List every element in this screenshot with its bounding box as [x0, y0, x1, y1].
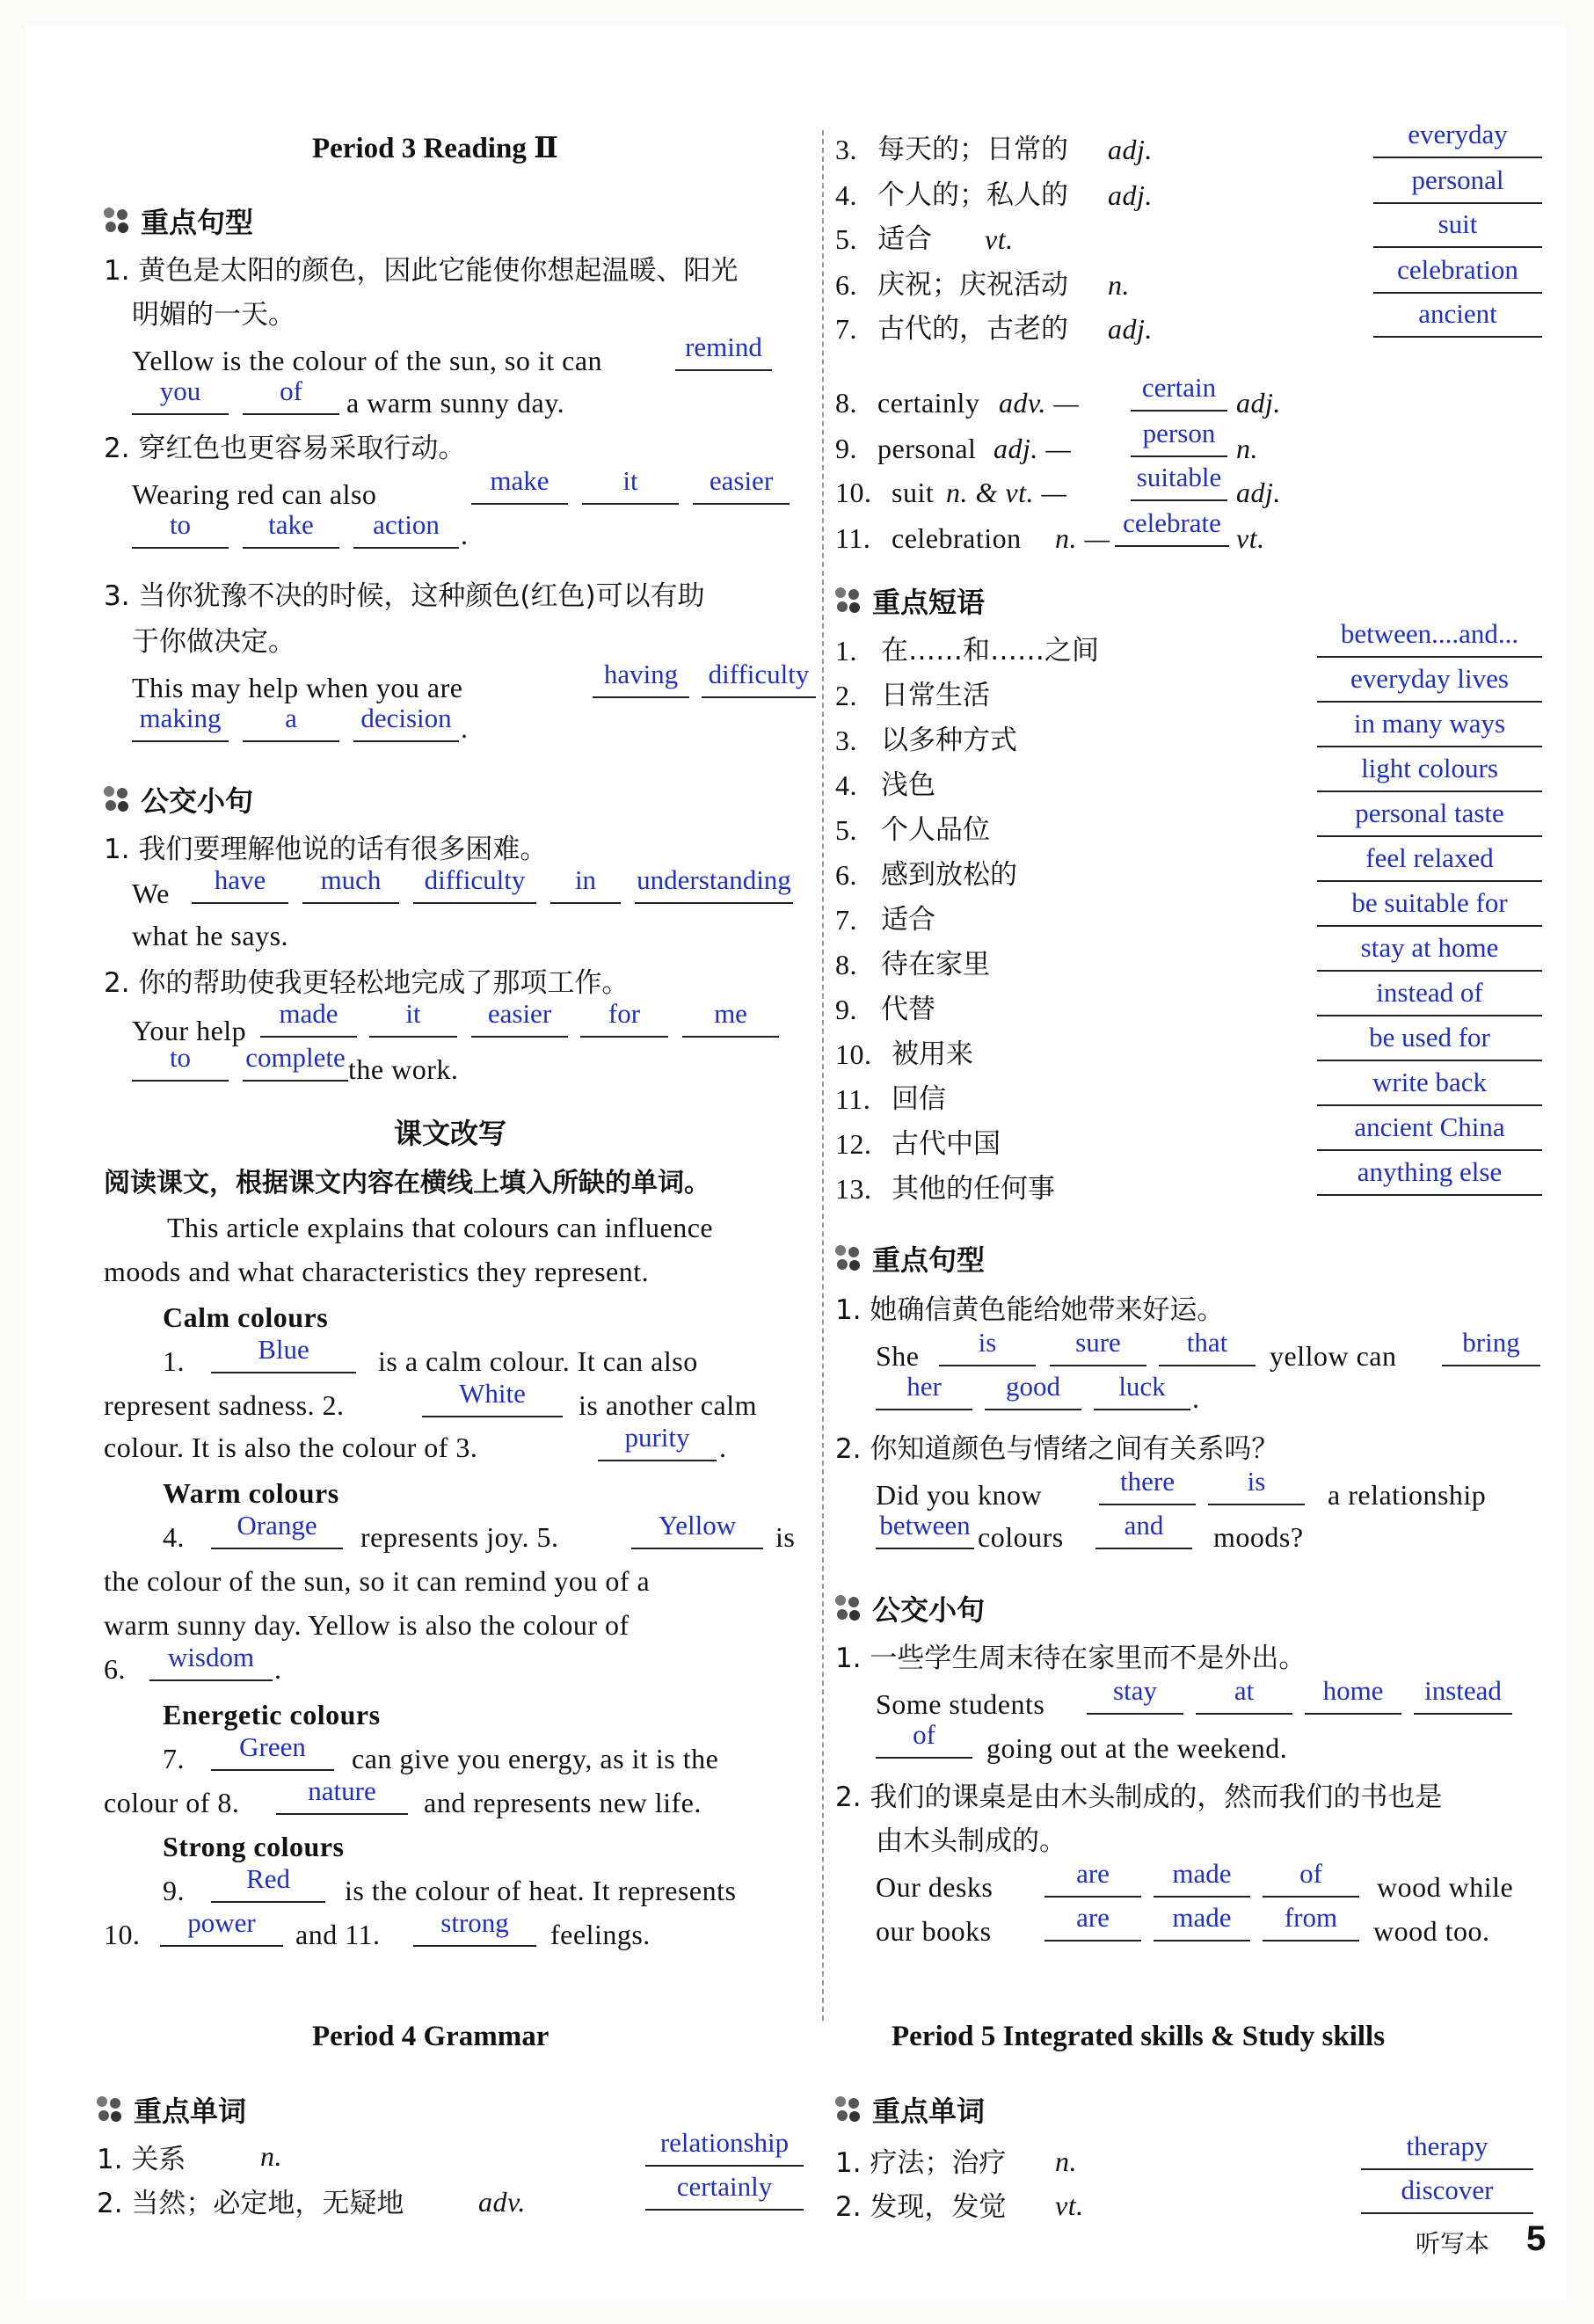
- answer-blank[interactable]: Blue: [211, 1335, 356, 1373]
- derivative-pos: adj.: [1236, 477, 1281, 508]
- item-number: 8.: [835, 949, 857, 980]
- item-number: 11.: [835, 1083, 871, 1115]
- answer-blank[interactable]: certain: [1131, 373, 1227, 412]
- item-number: 3.: [835, 725, 857, 756]
- q1-english-2: going out at the weekend.: [986, 1732, 1288, 1764]
- answer-blank[interactable]: home: [1305, 1676, 1401, 1715]
- word-pos: n.: [1108, 269, 1130, 301]
- section-bus-sentences: [104, 779, 253, 820]
- answer-blank[interactable]: difficulty: [702, 659, 816, 698]
- answer-blank[interactable]: personal: [1373, 165, 1542, 204]
- rewrite-instructions: 阅读课文，根据课文内容在横线上填入所缺的单词。: [104, 1168, 710, 1198]
- answer-blank[interactable]: of: [1263, 1859, 1359, 1898]
- s3-chinese: 3. 当你犹豫不决的时候，这种颜色(红色)可以有助: [104, 580, 705, 612]
- q2-english-3: our books: [876, 1915, 992, 1947]
- answer-blank[interactable]: made: [1154, 1903, 1250, 1942]
- answer-blank[interactable]: it: [582, 466, 679, 505]
- period-4-title: Period 4 Grammar: [312, 2021, 550, 2052]
- r2-english-4: moods?: [1213, 1521, 1304, 1553]
- answer-blank[interactable]: that: [1159, 1328, 1256, 1366]
- answer-blank[interactable]: instead of: [1317, 978, 1542, 1016]
- rewrite-intro-1: This article explains that colours can influence: [167, 1212, 714, 1243]
- phrase-list: [835, 618, 1574, 1220]
- section-key-phrases: [835, 580, 985, 621]
- q1-chinese: 1. 一些学生周末待在家里而不是外出。: [835, 1643, 1306, 1674]
- answer-blank[interactable]: take: [243, 510, 339, 549]
- answer-blank[interactable]: strong: [413, 1908, 536, 1947]
- section-title: 重点句型: [872, 1243, 986, 1277]
- answer-blank[interactable]: to: [132, 1043, 229, 1082]
- q2-chinese-2: 由木头制成的。: [876, 1825, 1066, 1857]
- bullet-icon: [835, 1245, 862, 1271]
- item-number: 10.: [835, 1038, 872, 1070]
- period-5-title: Period 5 Integrated skills & Study skills: [892, 2021, 1386, 2052]
- rewrite-title: 课文改写: [394, 1117, 507, 1150]
- section-key-words-2: [835, 2089, 985, 2130]
- phrase-chinese: 代替: [881, 994, 935, 1025]
- s1-chinese-2: 明媚的一天。: [132, 299, 295, 331]
- derivative-word: suit: [892, 477, 935, 508]
- r1-english: She: [876, 1340, 920, 1372]
- bullet-icon: [835, 2096, 862, 2123]
- answer-blank[interactable]: instead: [1414, 1676, 1512, 1715]
- calm-text: represent sadness. 2.: [104, 1389, 345, 1421]
- word-row: [835, 298, 1574, 353]
- word-chinese: 古代的，古老的: [877, 313, 1068, 345]
- r2-chinese: 2. 你知道颜色与情绪之间有关系吗？: [835, 1433, 1279, 1465]
- item-number: 1.: [835, 635, 857, 667]
- section-title: 重点短语: [872, 586, 986, 619]
- energetic-text: 7.: [163, 1743, 185, 1774]
- warm-text: 6.: [104, 1653, 126, 1685]
- phrase-chinese: 适合: [881, 904, 935, 936]
- answer-blank[interactable]: between....and...: [1317, 619, 1542, 658]
- g2-pos: adv.: [478, 2186, 526, 2218]
- calm-text: colour. It is also the colour of 3.: [104, 1432, 478, 1463]
- s2-chinese: 2. 穿红色也更容易采取行动。: [104, 433, 466, 464]
- answer-blank[interactable]: person: [1131, 419, 1227, 457]
- strong-text: 9.: [163, 1875, 185, 1906]
- warm-text: is: [775, 1521, 796, 1553]
- answer-blank[interactable]: action: [353, 510, 459, 549]
- answer-blank[interactable]: Yellow: [631, 1511, 763, 1549]
- period-3-title: Period 3 Reading Ⅱ: [312, 133, 558, 164]
- derivative-pos: n. —: [1055, 522, 1110, 554]
- item-number: 7.: [835, 904, 857, 936]
- answer-blank[interactable]: is: [939, 1328, 1036, 1366]
- section-key-sentences-2: [835, 1238, 985, 1279]
- energetic-text: colour of 8.: [104, 1787, 240, 1818]
- answer-blank[interactable]: understanding: [635, 865, 793, 904]
- q2-chinese: 2. 我们的课桌是由木头制成的，然而我们的书也是: [835, 1781, 1443, 1813]
- answer-blank[interactable]: stay: [1087, 1676, 1183, 1715]
- answer-blank[interactable]: from: [1263, 1903, 1359, 1942]
- section-title: 公交小句: [872, 1593, 986, 1627]
- derivative-pos: adj. —: [994, 433, 1072, 464]
- answer-blank[interactable]: discover: [1361, 2175, 1533, 2214]
- calm-heading: Calm colours: [163, 1301, 329, 1333]
- answer-blank[interactable]: made: [260, 999, 357, 1038]
- g2-chinese: 2. 当然；必定地，无疑地: [97, 2188, 404, 2219]
- answer-blank[interactable]: between: [876, 1511, 974, 1549]
- answer-blank[interactable]: personal taste: [1317, 798, 1542, 837]
- word-chinese: 适合: [877, 223, 932, 255]
- calm-text: 1.: [163, 1345, 185, 1377]
- answer-blank[interactable]: be used for: [1317, 1023, 1542, 1061]
- derivative-pos: vt.: [1236, 522, 1265, 554]
- strong-heading: Strong colours: [163, 1831, 345, 1862]
- s3-english: This may help when you are: [132, 672, 463, 703]
- answer-blank[interactable]: much: [302, 865, 399, 904]
- warm-text: the colour of the sun, so it can remind you of a: [104, 1565, 651, 1597]
- answer-blank[interactable]: White: [422, 1379, 563, 1417]
- word-list: [835, 119, 1574, 359]
- warm-text: warm sunny day. Yellow is also the colour of: [104, 1609, 630, 1641]
- answer-blank[interactable]: everyday lives: [1317, 664, 1542, 703]
- energetic-text: can give you energy, as it is the: [352, 1743, 719, 1774]
- answer-blank[interactable]: certainly: [645, 2172, 804, 2211]
- answer-blank[interactable]: in many ways: [1317, 709, 1542, 747]
- r1-chinese: 1. 她确信黄色能给她带来好运。: [835, 1294, 1225, 1326]
- answer-blank[interactable]: therapy: [1361, 2131, 1533, 2170]
- item-number: 4.: [835, 179, 857, 211]
- section-bus-sentences-2: [835, 1588, 985, 1628]
- s1-chinese: 1. 黄色是太阳的颜色，因此它能使你想起温暖、阳光: [104, 255, 739, 287]
- v2-chinese: 2. 发现，发觉: [835, 2191, 1007, 2223]
- calm-text: is another calm: [579, 1389, 757, 1421]
- answer-blank[interactable]: made: [1154, 1859, 1250, 1898]
- answer-blank[interactable]: luck: [1094, 1372, 1190, 1410]
- answer-blank[interactable]: bring: [1442, 1328, 1540, 1366]
- answer-blank[interactable]: you: [132, 376, 229, 415]
- answer-blank[interactable]: her: [876, 1372, 972, 1410]
- answer-blank[interactable]: good: [985, 1372, 1081, 1410]
- s1-english: Yellow is the colour of the sun, so it can: [132, 345, 603, 376]
- item-number: 9.: [835, 994, 857, 1025]
- item-number: 11.: [835, 522, 871, 554]
- answer-blank[interactable]: Green: [211, 1732, 334, 1771]
- footer-label: 听写本: [1416, 2229, 1490, 2258]
- phrase-chinese: 回信: [892, 1083, 946, 1115]
- item-number: 7.: [835, 313, 857, 345]
- answer-blank[interactable]: Orange: [211, 1511, 343, 1549]
- answer-blank[interactable]: feel relaxed: [1317, 843, 1542, 882]
- phrase-chinese: 被用来: [892, 1038, 973, 1070]
- answer-blank[interactable]: celebration: [1373, 255, 1542, 294]
- strong-text: feelings.: [550, 1919, 651, 1950]
- phrase-chinese: 浅色: [881, 769, 935, 801]
- section-title: 公交小句: [141, 784, 254, 818]
- answer-blank[interactable]: a: [243, 703, 339, 742]
- answer-blank[interactable]: be suitable for: [1317, 888, 1542, 927]
- answer-blank[interactable]: me: [682, 999, 779, 1038]
- item-number: 6.: [835, 859, 857, 891]
- calm-text: is a calm colour. It can also: [378, 1345, 698, 1377]
- answer-blank[interactable]: at: [1196, 1676, 1292, 1715]
- b1-chinese: 1. 我们要理解他说的话有很多困难。: [104, 834, 548, 865]
- answer-blank[interactable]: easier: [471, 999, 568, 1038]
- workbook-page: [26, 25, 1567, 2300]
- b2-english: Your help: [132, 1015, 247, 1046]
- bullet-icon: [104, 208, 130, 234]
- answer-blank[interactable]: complete: [243, 1043, 348, 1082]
- item-number: 8.: [835, 387, 857, 419]
- r2-english-2: a relationship: [1328, 1479, 1487, 1511]
- word-chinese: 个人的；私人的: [877, 179, 1068, 211]
- period-mark: .: [461, 519, 469, 550]
- energetic-text: and represents new life.: [424, 1787, 702, 1818]
- answer-blank[interactable]: ancient: [1373, 299, 1542, 338]
- derivative-list: [835, 372, 1574, 568]
- s2-english: Wearing red can also: [132, 478, 377, 510]
- page-number: 5: [1526, 2219, 1547, 2258]
- phrase-chinese: 古代中国: [892, 1128, 1001, 1160]
- q1-english: Some students: [876, 1688, 1045, 1720]
- item-number: 4.: [835, 769, 857, 801]
- answer-blank[interactable]: suit: [1373, 209, 1542, 248]
- derivative-row: [835, 507, 1574, 563]
- period-mark: .: [461, 712, 469, 744]
- rewrite-intro-2: moods and what characteristics they represent.: [104, 1256, 650, 1287]
- section-title: 重点单词: [134, 2095, 247, 2128]
- period-mark: .: [719, 1432, 727, 1463]
- answer-blank[interactable]: are: [1044, 1903, 1141, 1942]
- v1-pos: n.: [1055, 2146, 1077, 2177]
- answer-blank[interactable]: anything else: [1317, 1157, 1542, 1196]
- word-pos: vt.: [985, 223, 1014, 255]
- b1-english: We: [132, 878, 170, 909]
- period-mark: .: [1192, 1382, 1200, 1414]
- phrase-chinese: 待在家里: [881, 949, 990, 980]
- section-title: 重点单词: [872, 2095, 986, 2128]
- answer-blank[interactable]: Red: [211, 1864, 325, 1903]
- section-key-words: [97, 2089, 246, 2130]
- answer-blank[interactable]: is: [1208, 1467, 1305, 1505]
- q2-english: Our desks: [876, 1871, 994, 1903]
- strong-text: is the colour of heat. It represents: [345, 1875, 737, 1906]
- g1-pos: n.: [260, 2140, 282, 2172]
- answer-blank[interactable]: of: [876, 1720, 972, 1759]
- b1-english-2: what he says.: [132, 920, 289, 951]
- item-number: 6.: [835, 269, 857, 301]
- answer-blank[interactable]: everyday: [1373, 120, 1542, 158]
- answer-blank[interactable]: of: [243, 376, 339, 415]
- phrase-chinese: 在……和……之间: [881, 635, 1099, 667]
- answer-blank[interactable]: decision: [353, 703, 459, 742]
- answer-blank[interactable]: and: [1095, 1511, 1192, 1549]
- answer-blank[interactable]: it: [369, 999, 457, 1038]
- word-chinese: 庆祝；庆祝活动: [877, 269, 1068, 301]
- answer-blank[interactable]: stay at home: [1317, 933, 1542, 972]
- bullet-icon: [104, 786, 130, 812]
- bullet-icon: [835, 587, 862, 614]
- derivative-word: celebration: [892, 522, 1022, 554]
- item-number: 12.: [835, 1128, 872, 1160]
- warm-text: represents joy. 5.: [360, 1521, 559, 1553]
- energetic-heading: Energetic colours: [163, 1699, 381, 1730]
- answer-blank[interactable]: making: [132, 703, 229, 742]
- answer-blank[interactable]: make: [471, 466, 568, 505]
- answer-blank[interactable]: for: [580, 999, 668, 1038]
- item-number: 3.: [835, 134, 857, 165]
- warm-heading: Warm colours: [163, 1477, 339, 1509]
- answer-blank[interactable]: write back: [1317, 1067, 1542, 1106]
- r2-english: Did you know: [876, 1479, 1043, 1511]
- answer-blank[interactable]: to: [132, 510, 229, 549]
- v2-pos: vt.: [1055, 2189, 1084, 2221]
- item-number: 10.: [835, 477, 872, 508]
- warm-text: 4.: [163, 1521, 185, 1553]
- answer-blank[interactable]: remind: [675, 332, 772, 371]
- phrase-chinese: 其他的任何事: [892, 1173, 1055, 1205]
- period-mark: .: [274, 1653, 282, 1685]
- phrase-chinese: 个人品位: [881, 814, 990, 846]
- phrase-chinese: 以多种方式: [881, 725, 1017, 756]
- item-number: 13.: [835, 1173, 872, 1205]
- word-pos: adj.: [1108, 313, 1153, 345]
- item-number: 5.: [835, 223, 857, 255]
- item-number: 2.: [835, 680, 857, 711]
- strong-text: 10.: [104, 1919, 141, 1950]
- phrase-chinese: 感到放松的: [881, 859, 1017, 891]
- answer-blank[interactable]: light colours: [1317, 754, 1542, 792]
- answer-blank[interactable]: have: [192, 865, 288, 904]
- answer-blank[interactable]: are: [1044, 1859, 1141, 1898]
- answer-blank[interactable]: power: [160, 1908, 283, 1947]
- answer-blank[interactable]: in: [550, 865, 621, 904]
- word-chinese: 每天的；日常的: [877, 134, 1068, 165]
- answer-blank[interactable]: nature: [276, 1776, 408, 1815]
- answer-blank[interactable]: ancient China: [1317, 1112, 1542, 1151]
- r1-english-2: yellow can: [1270, 1340, 1397, 1372]
- q2-english-2: wood while: [1377, 1871, 1514, 1903]
- derivative-pos: n.: [1236, 433, 1258, 464]
- derivative-pos: n. & vt. —: [946, 477, 1067, 508]
- bullet-icon: [835, 1595, 862, 1621]
- answer-blank[interactable]: easier: [693, 466, 790, 505]
- section-key-sentences: [104, 200, 253, 241]
- q2-english-4: wood too.: [1373, 1915, 1490, 1947]
- answer-blank[interactable]: having: [593, 659, 689, 698]
- item-number: 9.: [835, 433, 857, 464]
- item-number: 5.: [835, 814, 857, 846]
- g1-chinese: 1. 关系: [97, 2144, 186, 2175]
- derivative-word: personal: [877, 433, 977, 464]
- r2-english-3: colours: [978, 1521, 1064, 1553]
- s3-chinese-2: 于你做决定。: [132, 626, 295, 658]
- column-divider: [822, 130, 824, 2021]
- strong-text: and 11.: [295, 1919, 381, 1950]
- derivative-word: certainly: [877, 387, 980, 419]
- answer-blank[interactable]: celebrate: [1115, 508, 1229, 547]
- derivative-pos: adj.: [1236, 387, 1281, 419]
- word-pos: adj.: [1108, 134, 1153, 165]
- v1-chinese: 1. 疗法；治疗: [835, 2147, 1007, 2179]
- bullet-icon: [97, 2096, 123, 2123]
- answer-blank[interactable]: sure: [1050, 1328, 1146, 1366]
- answer-blank[interactable]: difficulty: [413, 865, 536, 904]
- answer-blank[interactable]: relationship: [645, 2128, 804, 2167]
- answer-blank[interactable]: purity: [598, 1423, 717, 1461]
- section-title: 重点句型: [141, 206, 254, 239]
- s1-english-2: a warm sunny day.: [346, 387, 565, 419]
- derivative-pos: adv. —: [999, 387, 1080, 419]
- answer-blank[interactable]: there: [1099, 1467, 1196, 1505]
- word-pos: adj.: [1108, 179, 1153, 211]
- phrase-chinese: 日常生活: [881, 680, 990, 711]
- b2-english-2: the work.: [348, 1053, 459, 1085]
- answer-blank[interactable]: suitable: [1131, 463, 1227, 501]
- b2-chinese: 2. 你的帮助使我更轻松地完成了那项工作。: [104, 967, 630, 999]
- answer-blank[interactable]: wisdom: [149, 1643, 273, 1681]
